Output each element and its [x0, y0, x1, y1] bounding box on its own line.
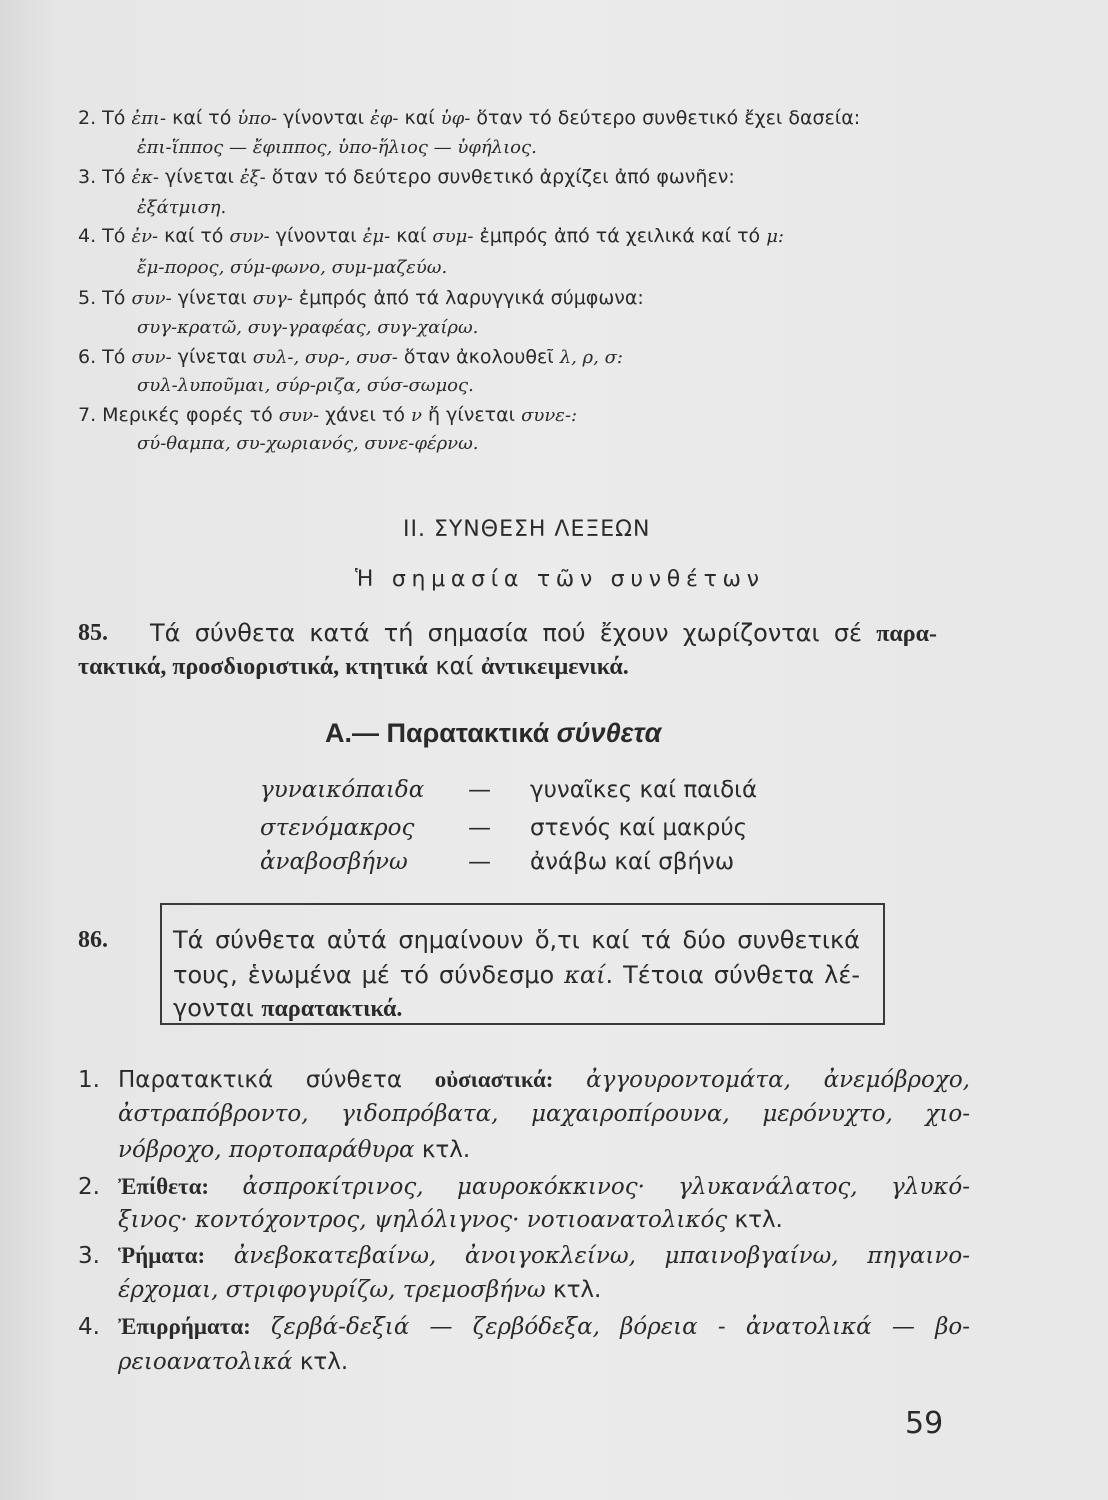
prefix-form: ὑπο- [237, 108, 278, 129]
rule-text: καί [390, 225, 433, 247]
list-text: κτλ. [414, 1137, 471, 1163]
rule-3-example: ἐξάτμιση. [137, 197, 227, 218]
prefix-form: συγ- [252, 288, 293, 309]
prefix-form: ἐπι- [131, 108, 167, 129]
list-item-number: 2. [78, 1174, 100, 1200]
prefix-form: συνε-: [521, 405, 578, 426]
example-words: ἀστραπόβροντο, γιδοπρόβατα, μαχαιροπίρουνα, μερόνυχτο, χιο- [118, 1101, 970, 1127]
rule-5-statement [78, 285, 644, 312]
list-item-line [118, 1346, 348, 1378]
rule-text: γίνεται [171, 346, 253, 368]
rule-6-example: συλ-λυποῦμαι, σύρ-ριζα, σύσ-σωμος. [137, 375, 474, 396]
list-item-line [118, 1204, 783, 1236]
subsection-a-label: Α.— Παρατακτικά [325, 718, 557, 748]
prefix-form: ἐξ- [240, 167, 266, 188]
example-words: νόβροχο, πορτοπαράθυρα [118, 1137, 415, 1163]
rule-5-example: συγ-κρατῶ, συγ-γραφέας, συγ-χαίρω. [137, 317, 479, 338]
paragraph-86-number: 86. [78, 927, 108, 953]
paragraph-text: καί [427, 652, 482, 680]
bold-term: ἀντικειμενικά. [481, 654, 629, 680]
prefix-form: ἐν- [131, 226, 159, 247]
prefix-form: συν- [278, 405, 320, 426]
bold-term: Ἐπίθετα: [118, 1174, 210, 1199]
rule-text: ἐμπρός ἀπό τά λαρυγγικά σύμφωνα: [292, 287, 644, 309]
example-words: ρειοανατολικά [118, 1349, 293, 1375]
rule-text: 4. Τό [78, 225, 132, 247]
example-compound: γυναικόπαιδα [260, 777, 425, 803]
list-item-number: 1. [78, 1067, 100, 1093]
rule-text: 7. Μερικές φορές τό [78, 404, 279, 426]
list-text: κτλ. [545, 1277, 602, 1303]
prefix-form: συν- [131, 288, 172, 309]
section-title: II. ΣΥΝΘΕΣΗ ΛΕΞΕΩΝ [403, 517, 651, 542]
example-words: ἀνεβοκατεβαίνω, ἀνοιγοκλείνω, μπαινοβγαίνω, πηγαινο- [205, 1243, 970, 1269]
paragraph-85-line-2 [78, 650, 629, 683]
list-item-number: 4. [78, 1314, 100, 1340]
paragraph-text: γονται [173, 994, 262, 1022]
prefix-form: ὑφ- [440, 108, 471, 129]
rule-text: καί τό [158, 225, 230, 247]
bold-term: τακτικά, προσδιοριστικά, κτητικά [78, 654, 428, 680]
italic-term: καί [564, 961, 606, 989]
example-meaning: γυναῖκες καί παιδιά [530, 777, 758, 803]
example-compound: ἀναβοσβήνω [260, 849, 408, 875]
rule-text: ἐμπρός ἀπό τά χειλικά καί τό [473, 225, 767, 247]
example-words: ἀγγουροντομάτα, ἀνεμόβροχο, [553, 1067, 970, 1093]
rule-7-example: σύ-θαμπα, συ-χωριανός, συνε-φέρνω. [137, 433, 479, 454]
example-words: ξινος· κοντόχοντρος, ψηλόλιγνος· νοτιοανατολικός [118, 1207, 728, 1233]
rule-6-statement [78, 344, 623, 371]
rule-4-example: ἔμ-πορος, σύμ-φωνο, συμ-μαζεύω. [137, 257, 448, 278]
list-text: κτλ. [727, 1207, 783, 1233]
paragraph-86-line-2 [173, 959, 860, 991]
rule-text: 3. Τό [78, 166, 132, 188]
rule-text: ἤ γίνεται [421, 404, 522, 426]
example-compound: στενόμακρος [260, 815, 415, 841]
example-separator: — [468, 777, 491, 803]
paragraph-text: τους, ἑνωμένα μέ τό σύνδεσμο [173, 961, 565, 989]
rule-2-statement [78, 105, 860, 132]
rule-text: ὅταν ἀκολουθεῖ [397, 346, 560, 368]
rule-text: 6. Τό [78, 346, 132, 368]
list-item-line [118, 1098, 970, 1130]
list-item-line [118, 1311, 970, 1343]
prefix-form: ἐφ- [370, 108, 399, 129]
rule-text: γίνονται [269, 225, 363, 247]
example-separator: — [468, 815, 491, 841]
example-separator: — [468, 849, 491, 875]
paragraph-85-line-1 [150, 617, 937, 650]
paragraph-text: . Τέτοια σύνθετα λέ- [605, 961, 860, 989]
rule-text: γίνεται [158, 166, 241, 188]
prefix-form: ν [411, 405, 422, 426]
rule-4-statement [78, 223, 784, 250]
prefix-form: λ, ρ, σ: [559, 347, 623, 368]
rule-7-statement [78, 402, 577, 429]
rule-2-example: ἐπι-ἵππος — ἔφιππος, ὑπο-ἥλιος — ὑφήλιος. [137, 137, 537, 158]
prefix-form: ἐκ- [131, 167, 159, 188]
bold-term: Ῥήματα: [118, 1243, 206, 1268]
paragraph-85-number: 85. [78, 620, 108, 646]
rule-3-statement [78, 164, 735, 191]
bold-term: οὐσιαστικά: [434, 1067, 554, 1092]
rule-text: χάνει τό [319, 404, 412, 426]
example-words: ἀσπροκίτρινος, μαυροκόκκινος· γλυκανάλατος, γλυκό- [209, 1174, 970, 1200]
rule-text: ὅταν τό δεύτερο συνθετικό ἔχει δασεία: [470, 107, 861, 129]
prefix-form: συν- [131, 347, 172, 368]
prefix-form: μ: [766, 226, 784, 247]
example-meaning: ἀνάβω καί σβήνω [530, 849, 735, 875]
bold-term: παρατακτικά. [261, 996, 403, 1022]
list-item-line [118, 1171, 970, 1203]
list-item-line [118, 1240, 970, 1272]
paragraph-text: Τά σύνθετα κατά τή σημασία πού ἔχουν χωρίζονται σέ [150, 619, 877, 647]
bold-term: παρα- [876, 621, 937, 647]
rule-text: 2. Τό [78, 107, 132, 129]
rule-text: γίνονται [277, 107, 371, 129]
list-item-number: 3. [78, 1243, 100, 1269]
prefix-form: συμ- [432, 226, 474, 247]
prefix-form: ἐμ- [362, 226, 391, 247]
rule-text: καί [398, 107, 441, 129]
rule-text: ὅταν τό δεύτερο συνθετικό ἀρχίζει ἀπό φωνῆεν: [265, 166, 735, 188]
rule-text: γίνεται [171, 287, 253, 309]
subsection-a-label-emphasis: σύνθετα [556, 718, 662, 748]
example-words: έρχομαι, στριφογυρίζω, τρεμοσβήνω [118, 1277, 546, 1303]
bold-term: Ἐπιρρήματα: [118, 1314, 251, 1339]
subsection-a-heading [325, 714, 661, 752]
example-meaning: στενός καί μακρύς [530, 815, 748, 841]
paragraph-86-line-1: Τά σύνθετα αὐτά σημαίνουν ὅ,τι καί τά δύο συνθετικά [173, 926, 860, 954]
list-item-line [118, 1134, 470, 1166]
prefix-form: συν- [229, 226, 270, 247]
list-text: κτλ. [292, 1349, 349, 1375]
example-words: ζερβά-δεξιά — ζερβόδεξα, βόρεια - ἀνατολικά — βο- [250, 1314, 970, 1340]
paragraph-86-line-3 [173, 992, 402, 1025]
list-item-line [118, 1274, 601, 1306]
list-item-line [118, 1064, 970, 1096]
section-subtitle: Ἡ σημασία τῶν συνθέτων [355, 567, 765, 592]
rule-text: 5. Τό [78, 287, 132, 309]
rule-text: καί τό [166, 107, 238, 129]
page-number: 59 [905, 1406, 944, 1441]
prefix-form: συλ-, συρ-, συσ- [252, 347, 398, 368]
list-text: Παρατακτικά σύνθετα [118, 1067, 435, 1093]
